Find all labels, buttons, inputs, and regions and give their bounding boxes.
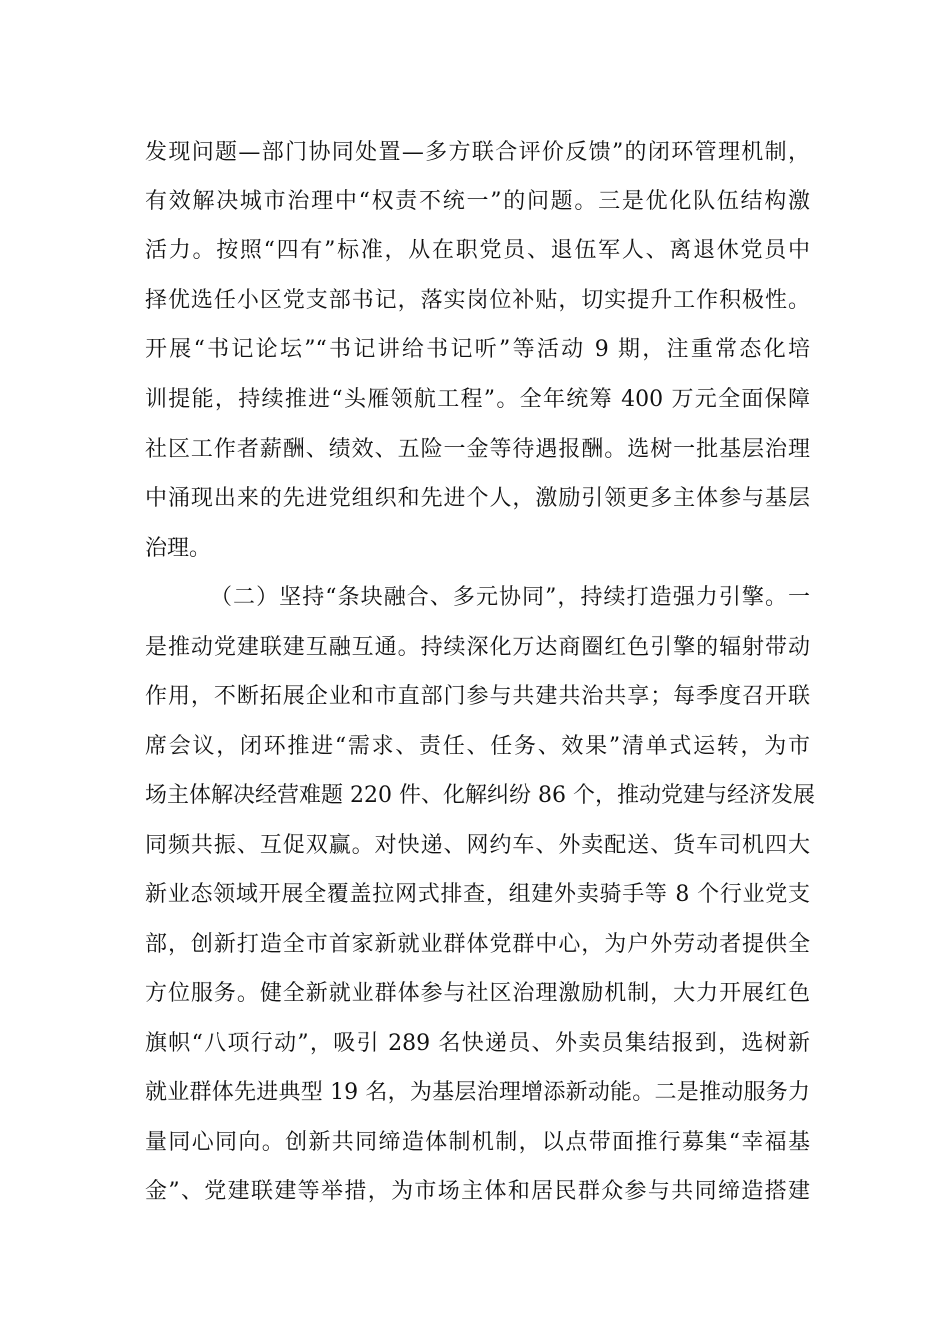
text-line: 社区工作者薪酬、绩效、五险一金等待遇报酬。选树一批基层治理 — [145, 437, 810, 462]
text-line: 开展“书记论坛”“书记讲给书记听”等活动 9 期，注重常态化培 — [145, 337, 810, 362]
text-line: 发现问题—部门协同处置—多方联合评价反馈”的闭环管理机制， — [145, 140, 810, 165]
text-line: 同频共振、互促双赢。对快递、网约车、外卖配送、货车司机四大 — [145, 833, 810, 858]
text-line: 旗帜“八项行动”，吸引 289 名快递员、外卖员集结报到，选树新 — [145, 1031, 810, 1056]
text-line: 有效解决城市治理中“权责不统一”的问题。三是优化队伍结构激 — [145, 189, 810, 214]
text-line: 新业态领域开展全覆盖拉网式排查，组建外卖骑手等 8 个行业党支 — [145, 882, 810, 907]
text-line: 训提能，持续推进“头雁领航工程”。全年统筹 400 万元全面保障 — [145, 387, 810, 412]
text-line: 是推动党建联建互融互通。持续深化万达商圈红色引擎的辐射带动 — [145, 635, 810, 660]
text-line: 就业群体先进典型 19 名，为基层治理增添新动能。二是推动服务力 — [145, 1080, 810, 1105]
text-line: 治理。 — [145, 536, 212, 561]
text-line: 择优选任小区党支部书记，落实岗位补贴，切实提升工作积极性。 — [145, 288, 810, 313]
text-line: 活力。按照“四有”标准，从在职党员、退伍军人、离退休党员中 — [145, 238, 810, 263]
text-line: 席会议，闭环推进“需求、责任、任务、效果”清单式运转，为市 — [145, 734, 810, 759]
text-line: 部，创新打造全市首家新就业群体党群中心，为户外劳动者提供全 — [145, 932, 810, 957]
text-line: 金”、党建联建等举措，为市场主体和居民群众参与共同缔造搭建 — [145, 1179, 810, 1204]
text-line: 方位服务。健全新就业群体参与社区治理激励机制，大力开展红色 — [145, 981, 810, 1006]
text-line: 量同心同向。创新共同缔造体制机制，以点带面推行募集“幸福基 — [145, 1130, 810, 1155]
text-line: 作用，不断拓展企业和市直部门参与共建共治共享；每季度召开联 — [145, 684, 810, 709]
text-line: 中涌现出来的先进党组织和先进个人，激励引领更多主体参与基层 — [145, 486, 810, 511]
paragraph-heading-line: （二）坚持“条块融合、多元协同”，持续打造强力引擎。一 — [210, 585, 810, 610]
text-line: 场主体解决经营难题 220 件、化解纠纷 86 个，推动党建与经济发展 — [145, 783, 815, 808]
